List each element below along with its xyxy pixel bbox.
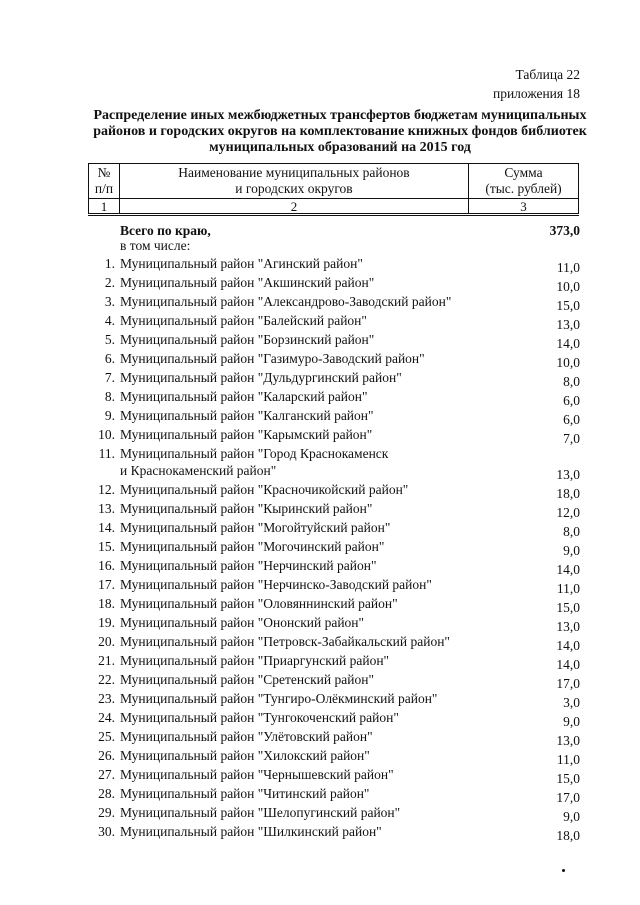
district-amount: 11,0 xyxy=(556,260,580,275)
district-amount: 13,0 xyxy=(556,733,580,748)
row-number: 20. xyxy=(98,634,115,649)
district-amount: 9,0 xyxy=(563,809,580,824)
district-amount: 11,0 xyxy=(556,581,580,596)
district-name-line: Муниципальный район "Улётовский район" xyxy=(120,729,373,744)
row-number: 27. xyxy=(98,767,115,782)
district-name xyxy=(120,481,480,498)
row-number: 10. xyxy=(98,427,115,442)
district-name xyxy=(120,614,480,631)
district-name-line: Муниципальный район "Шелопугинский район" xyxy=(120,805,401,820)
district-name xyxy=(120,255,480,272)
district-name xyxy=(120,804,480,821)
district-amount: 13,0 xyxy=(556,317,580,332)
district-name xyxy=(120,350,480,367)
column-number-3: 3 xyxy=(469,199,579,215)
district-name-line: Муниципальный район "Тунгиро-Олёкминский район" xyxy=(120,691,438,706)
column-number-1: 1 xyxy=(89,199,120,215)
district-name-line: Муниципальный район "Акшинский район" xyxy=(120,275,375,290)
district-name xyxy=(120,388,480,405)
district-amount: 7,0 xyxy=(563,431,580,446)
including-label: в том числе: xyxy=(120,238,191,253)
district-amount: 12,0 xyxy=(556,505,580,520)
district-amount: 14,0 xyxy=(556,562,580,577)
district-amount: 15,0 xyxy=(556,600,580,615)
row-number: 13. xyxy=(98,501,115,516)
district-name-line: Муниципальный район "Каларский район" xyxy=(120,389,368,404)
district-amount: 13,0 xyxy=(556,467,580,482)
row-number: 28. xyxy=(98,786,115,801)
header-number-line2: п/п xyxy=(94,181,114,196)
row-number: 6. xyxy=(104,351,115,366)
district-name-line: Муниципальный район "Тунгокоченский район" xyxy=(120,710,399,725)
district-name xyxy=(120,312,480,329)
header-sum-line2: (тыс. рублей) xyxy=(485,181,562,196)
row-number: 29. xyxy=(98,805,115,820)
district-amount: 8,0 xyxy=(563,374,580,389)
district-name-line: Муниципальный район "Ононский район" xyxy=(120,615,365,630)
district-name xyxy=(120,407,480,424)
document-title: Распределение иных межбюджетных трансфертов бюджетам муниципальных районов и городских округов на комплектование книжных фондов библиотек муниципальных образований на 2015 год xyxy=(93,108,587,155)
district-name-line: Муниципальный район "Шилкинский район" xyxy=(120,824,382,839)
district-name xyxy=(120,557,480,574)
district-amount: 8,0 xyxy=(563,524,580,539)
row-number: 8. xyxy=(104,389,115,404)
district-name-line: Муниципальный район "Агинский район" xyxy=(120,256,363,271)
header-sum-cell xyxy=(469,164,579,199)
row-number: 25. xyxy=(98,729,115,744)
appendix-caption: приложения 18 xyxy=(492,86,580,101)
header-name-cell xyxy=(120,164,469,199)
district-name xyxy=(120,823,480,840)
district-name-line: Муниципальный район "Кыринский район" xyxy=(120,501,373,516)
district-name-line: Муниципальный район "Могочинский район" xyxy=(120,539,385,554)
row-number: 12. xyxy=(98,482,115,497)
district-name xyxy=(120,747,480,764)
district-name-line: Муниципальный район "Александрово-Заводский район" xyxy=(120,294,452,309)
district-amount: 15,0 xyxy=(556,298,580,313)
row-number: 21. xyxy=(98,653,115,668)
row-number: 23. xyxy=(98,691,115,706)
district-name-line: Муниципальный район "Петровск-Забайкальский район" xyxy=(120,634,450,649)
district-name-line: Муниципальный район "Чернышевский район" xyxy=(120,767,394,782)
row-number: 11. xyxy=(98,446,115,461)
district-amount: 14,0 xyxy=(556,657,580,672)
header-number-cell xyxy=(89,164,120,199)
district-name-line: Муниципальный район "Красночикойский район" xyxy=(120,482,409,497)
district-name-line: Муниципальный район "Балейский район" xyxy=(120,313,367,328)
district-name-line: Муниципальный район "Читинский район" xyxy=(120,786,370,801)
row-number: 3. xyxy=(104,294,115,309)
district-name xyxy=(120,274,480,291)
district-name xyxy=(120,519,480,536)
row-number: 30. xyxy=(98,824,115,839)
district-name-line: Муниципальный район "Газимуро-Заводский район" xyxy=(120,351,425,366)
district-name xyxy=(120,538,480,555)
district-name xyxy=(120,293,480,310)
district-amount: 3,0 xyxy=(563,695,580,710)
row-number: 7. xyxy=(104,370,115,385)
stray-mark xyxy=(562,869,565,872)
row-number: 24. xyxy=(98,710,115,725)
district-name-line: Муниципальный район "Нерчинский район" xyxy=(120,558,377,573)
district-name xyxy=(120,728,480,745)
district-name-line: Муниципальный район "Борзинский район" xyxy=(120,332,375,347)
row-number: 5. xyxy=(104,332,115,347)
row-number: 1. xyxy=(104,256,115,271)
district-amount: 14,0 xyxy=(556,336,580,351)
district-name xyxy=(120,331,480,348)
row-number: 2. xyxy=(104,275,115,290)
district-amount: 14,0 xyxy=(556,638,580,653)
total-value: 373,0 xyxy=(549,223,580,238)
district-name-line: Муниципальный район "Дульдургинский район" xyxy=(120,370,402,385)
total-label: Всего по краю, xyxy=(120,223,211,238)
row-number: 26. xyxy=(98,748,115,763)
district-name-line: Муниципальный район "Оловяннинский район" xyxy=(120,596,398,611)
district-name xyxy=(120,690,480,707)
row-number: 19. xyxy=(98,615,115,630)
district-amount: 9,0 xyxy=(563,543,580,558)
district-name xyxy=(120,369,480,386)
header-name-line1: Наименование муниципальных районов xyxy=(178,165,410,180)
district-amount: 6,0 xyxy=(563,412,580,427)
table-number-caption: Таблица 22 xyxy=(515,67,580,82)
district-amount: 9,0 xyxy=(563,714,580,729)
district-name xyxy=(120,576,480,593)
row-number: 18. xyxy=(98,596,115,611)
district-name xyxy=(120,595,480,612)
row-number: 22. xyxy=(98,672,115,687)
row-number: 9. xyxy=(104,408,115,423)
district-name-line: Муниципальный район "Калганский район" xyxy=(120,408,374,423)
row-number: 15. xyxy=(98,539,115,554)
district-name xyxy=(120,785,480,802)
district-name xyxy=(120,671,480,688)
district-name xyxy=(120,652,480,669)
header-number-line1: № xyxy=(97,165,111,180)
district-name-line: Муниципальный район "Приаргунский район" xyxy=(120,653,390,668)
district-amount: 10,0 xyxy=(556,355,580,370)
district-amount: 6,0 xyxy=(563,393,580,408)
header-name-line2: и городских округов xyxy=(235,181,353,196)
district-name xyxy=(120,709,480,726)
district-amount: 13,0 xyxy=(556,619,580,634)
district-name xyxy=(120,426,480,443)
district-name-line: Муниципальный район "Город Краснокаменск xyxy=(120,446,389,461)
table-header xyxy=(88,163,579,216)
district-name xyxy=(120,633,480,650)
district-name-line: Муниципальный район "Карымский район" xyxy=(120,427,373,442)
header-sum-line1: Сумма xyxy=(504,165,543,180)
district-name xyxy=(120,445,480,479)
district-amount: 18,0 xyxy=(556,486,580,501)
district-amount: 10,0 xyxy=(556,279,580,294)
district-name xyxy=(120,766,480,783)
district-name-line: Муниципальный район "Хилокский район" xyxy=(120,748,370,763)
district-name-line: Муниципальный район "Нерчинско-Заводский район" xyxy=(120,577,432,592)
district-amount: 17,0 xyxy=(556,790,580,805)
column-number-2: 2 xyxy=(120,199,469,215)
row-number: 4. xyxy=(104,313,115,328)
district-name-line: Муниципальный район "Могойтуйский район" xyxy=(120,520,391,535)
district-amount: 11,0 xyxy=(556,752,580,767)
row-number: 16. xyxy=(98,558,115,573)
district-amount: 15,0 xyxy=(556,771,580,786)
district-amount: 18,0 xyxy=(556,828,580,843)
district-name-line: Муниципальный район "Сретенский район" xyxy=(120,672,374,687)
district-amount: 17,0 xyxy=(556,676,580,691)
row-number: 17. xyxy=(98,577,115,592)
row-number: 14. xyxy=(98,520,115,535)
district-name xyxy=(120,500,480,517)
district-name-line: и Краснокаменский район" xyxy=(120,463,277,478)
